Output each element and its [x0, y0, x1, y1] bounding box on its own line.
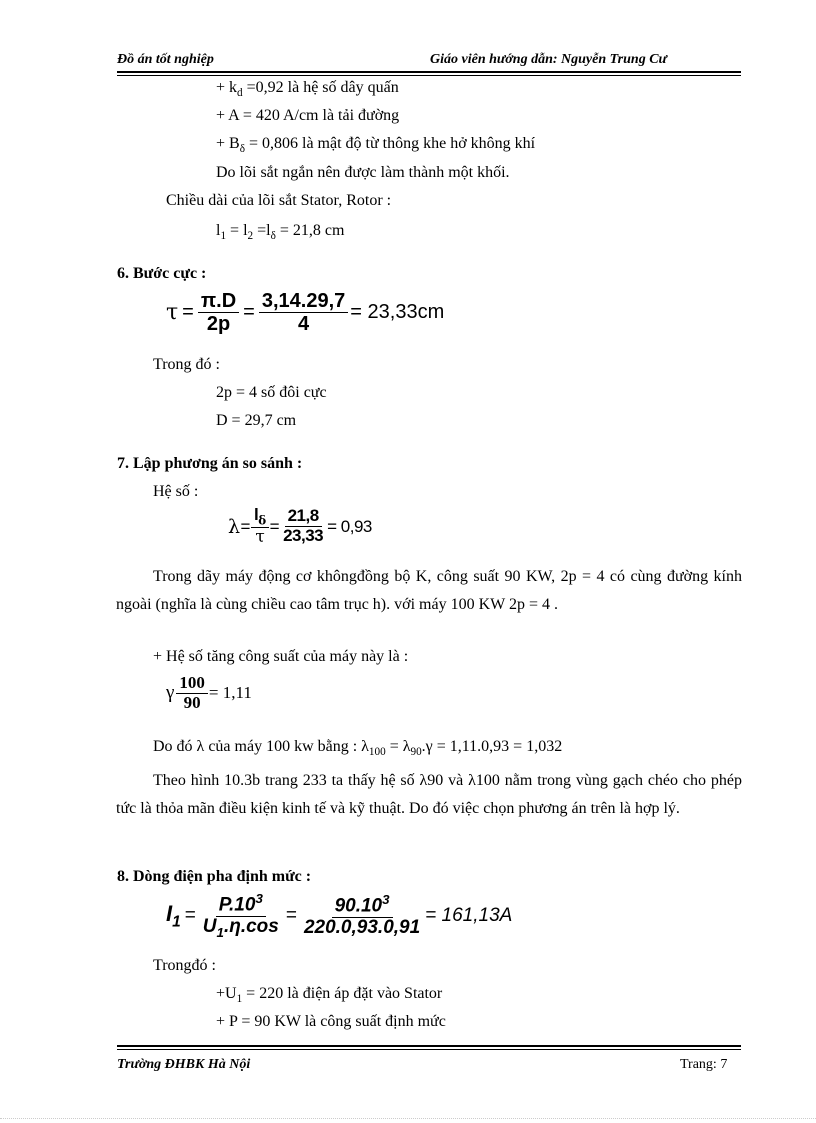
- bdelta-line: + $B_\delta = 0,806$ là mật độ từ thông khe hở không khí: [216, 135, 536, 156]
- pole-pitch-equation: τ = $\frac{\pi.D}{2p}$ = $\frac{3,14.29,7}{4}$ = 23,33cm: [166, 290, 445, 335]
- section-7-title: 7. Lập phương án so sánh :: [117, 455, 303, 472]
- sec7-paragraph-1: Trong dãy máy động cơ khôngđồng bộ K, công suất 90 KW, 2p = 4 có cùng đường kính ngoài (nghĩa là cùng chiều cao tâm trục h). với máy 100 KW 2p = 4 .: [116, 568, 742, 613]
- page-edge: [0, 1118, 816, 1119]
- sec6-item-2p: 2p = 4 số đôi cực: [216, 384, 327, 401]
- section-6-title: 6. Bước cực :: [117, 265, 207, 282]
- footer-left: Trường ĐHBK Hà Nội: [117, 1057, 251, 1072]
- lambda-equation: λ = $\frac{l_\delta}{\tau}$ = $\frac{21,8}{23,33}$ = 0,93: [228, 505, 372, 548]
- sec8-item-p: + P = 90 KW là công suất định mức: [216, 1013, 446, 1030]
- length-equation: $l_1 = l_2 =l_\delta = 21,8$ cm: [216, 222, 345, 243]
- header-left: Đồ án tốt nghiệp: [117, 52, 214, 67]
- sec6-where: Trong đó :: [153, 356, 220, 373]
- header-rule-thin: [117, 75, 741, 76]
- lambda-100-line: Do đó λ của máy 100 kw bằng : $\lambda_{100} = \lambda_{90}.\gamma = 1,11.0,93 = 1,032$: [153, 738, 563, 759]
- footer-rule-thin: [117, 1049, 741, 1050]
- sec6-item-D: D = 29,7 cm: [216, 412, 297, 429]
- header-right: Giáo viên hướng dẫn: Nguyễn Trung Cư: [430, 52, 667, 67]
- current-equation: $I_1$ = $\frac{P.10^3}{U_1.\eta.\cos}$ = $\frac{90.10^3}{220.0,93.0,91}$ = 161,13A: [166, 891, 513, 941]
- page-number: Trang: 7: [680, 1057, 728, 1072]
- kd-line: + $k_d =0,92$ là hệ số dây quấn: [216, 79, 399, 100]
- header-rule: [117, 71, 741, 73]
- gamma-equation: γ $\frac{100}{90}$ = 1,11: [166, 673, 252, 712]
- sec7-paragraph-3: Theo hình 10.3b trang 233 ta thấy hệ số λ90 và λ100 nằm trong vùng gạch chéo cho phép tức là thỏa mãn điều kiện kinh tế và kỹ thuật. Do đó việc chọn phương án trên là hợp lý.: [116, 772, 742, 817]
- sec8-where: Trongđó :: [153, 957, 216, 974]
- footer-rule: [117, 1045, 741, 1047]
- sec8-item-u1: $+U_1 = 220$ là điện áp đặt vào Stator: [216, 985, 443, 1006]
- coef-label: Hệ số :: [153, 483, 199, 500]
- core-length-intro: Chiều dài của lõi sắt Stator, Rotor :: [166, 192, 392, 209]
- a-line: + A = 420 A/cm là tải đường: [216, 107, 400, 124]
- core-line: Do lõi sắt ngắn nên được làm thành một khối.: [216, 164, 510, 181]
- sec7-paragraph-2: + Hệ số tăng công suất của máy này là :: [153, 648, 409, 665]
- section-8-title: 8. Dòng điện pha định mức :: [117, 868, 312, 885]
